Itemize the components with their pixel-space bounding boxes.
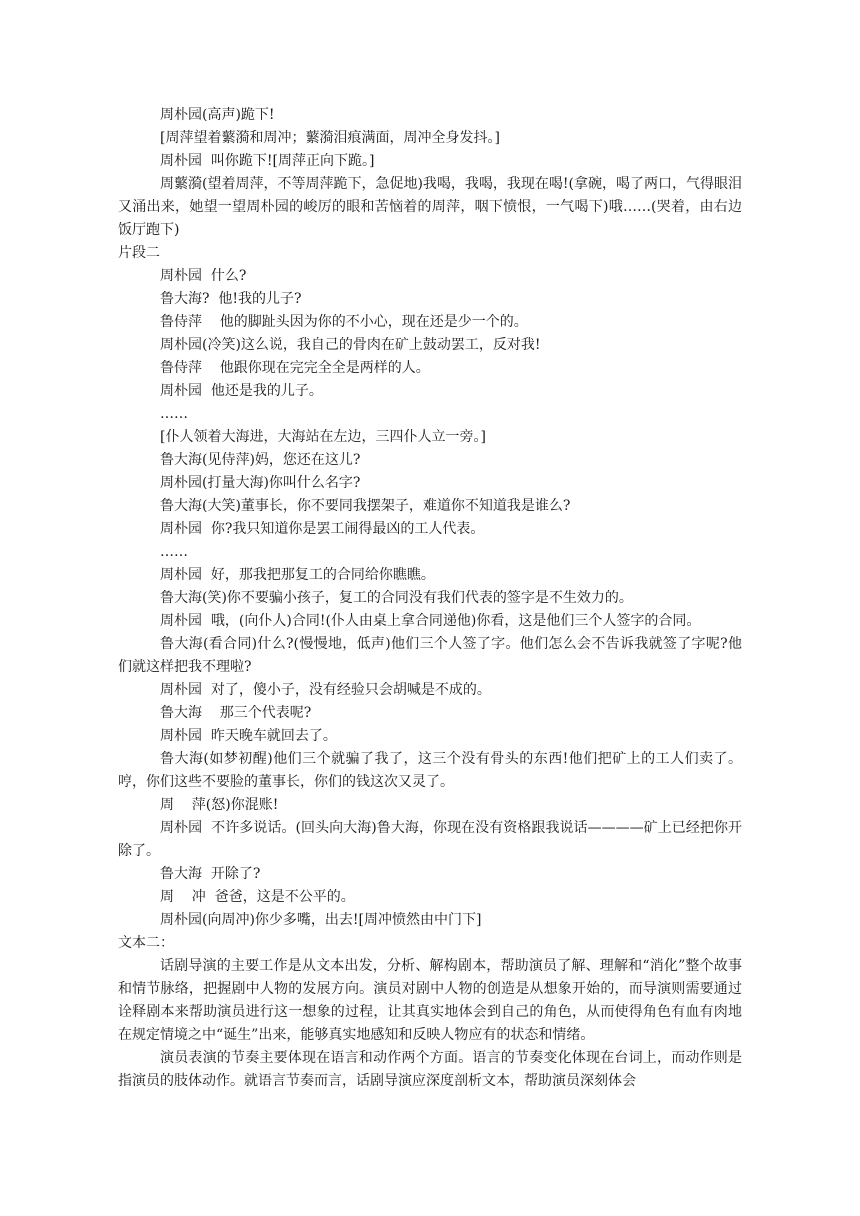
stage-line: 周朴园 什么? bbox=[160, 268, 247, 284]
stage-line: 周朴园(打量大海)你叫什么名字? bbox=[160, 475, 361, 491]
ellipsis: …… bbox=[160, 406, 188, 422]
stage-line: 周 萍(怒)你混账! bbox=[160, 797, 279, 813]
stage-line: 鲁大海(笑)你不要骗小孩子，复工的合同没有我们代表的签字是不生效力的。 bbox=[160, 590, 633, 606]
stage-line: 鲁大海(如梦初醒)他们三个就骗了我了，这三个没有骨头的东西!他们把矿上的工人们卖了。哼，你们这些不要脸的董事长，你们的钱这次又灵了。 bbox=[118, 751, 742, 790]
stage-line: 周蘩漪(望着周萍，不等周萍跪下，急促地)我喝，我喝，我现在喝!(拿碗，喝了两口，气得眼泪又涌出来，她望一望周朴园的峻厉的眼和苦恼着的周萍，咽下愤恨，一气喝下)哦……(哭着，由右边饭厅跑下) bbox=[118, 176, 743, 238]
stage-line: 周朴园 昨天晚车就回去了。 bbox=[160, 728, 337, 744]
stage-line: 鲁大海 那三个代表呢? bbox=[160, 705, 312, 721]
stage-direction: [仆人领着大海进，大海站在左边，三四仆人立一旁。] bbox=[160, 429, 486, 445]
stage-line: 周朴园 哦，(向仆人)合同!(仆人由桌上拿合同递他)你看，这是他们三个人签字的合同。 bbox=[160, 613, 701, 629]
stage-line: 周朴园 不许多说话。(回头向大海)鲁大海，你现在没有资格跟我说话————矿上已经把你开除了。 bbox=[118, 820, 742, 859]
stage-line: 鲁侍萍 他的脚趾头因为你的不小心，现在还是少一个的。 bbox=[160, 314, 528, 330]
stage-line: 周朴园 他还是我的儿子。 bbox=[160, 383, 323, 399]
body-paragraph: 演员表演的节奏主要体现在语言和动作两个方面。语言的节奏变化体现在台词上，而动作则是指演员的肢体动作。就语言节奏而言，话剧导演应深度剖析文本，帮助演员深刻体会 bbox=[118, 1050, 742, 1089]
stage-direction: [周萍望着蘩漪和周冲；蘩漪泪痕满面，周冲全身发抖。] bbox=[160, 130, 500, 146]
stage-line: 周朴园 你?我只知道你是罢工闹得最凶的工人代表。 bbox=[160, 521, 485, 537]
stage-line: 鲁大海(见侍萍)妈，您还在这儿? bbox=[160, 452, 361, 468]
stage-line: 鲁大海? 他!我的儿子? bbox=[160, 291, 302, 307]
body-paragraph: 话剧导演的主要工作是从文本出发，分析、解构剧本，帮助演员了解、理解和“消化”整个故事和情节脉络，把握剧中人物的发展方向。演员对剧中人物的创造是从想象开始的，而导演则需要通过诠释剧本来帮助演员进行这一想象的过程，让其真实地体会到自己的角色，从而使得角色有血有肉地在规定情境之中“诞生”出来，能够真实地感知和反映人物应有的状态和情绪。 bbox=[118, 958, 742, 1043]
stage-line: 周朴园 叫你跪下![周萍正向下跪。] bbox=[160, 153, 375, 169]
section-heading: 文本二： bbox=[118, 935, 174, 951]
stage-line: 鲁大海(大笑)董事长，你不要同我摆架子，难道你不知道我是谁么? bbox=[160, 498, 571, 514]
stage-line: 周朴园 对了，傻小子，没有经验只会胡喊是不成的。 bbox=[160, 682, 491, 698]
stage-line: 鲁大海 开除了? bbox=[160, 866, 261, 882]
stage-line: 周朴园(冷笑)这么说，我自己的骨肉在矿上鼓动罢工，反对我! bbox=[160, 337, 541, 353]
stage-line: 鲁大海(看合同)什么?(慢慢地，低声)他们三个人签了字。他们怎么会不告诉我就签了字呢?他们就这样把我不理啦? bbox=[118, 636, 742, 675]
stage-line: 周朴园(向周冲)你少多嘴，出去![周冲愤然由中门下] bbox=[160, 912, 482, 928]
stage-line: 周朴园(高声)跪下! bbox=[160, 107, 275, 123]
stage-line: 周 冲 爸爸，这是不公平的。 bbox=[160, 889, 355, 905]
stage-line: 鲁侍萍 他跟你现在完完全全是两样的人。 bbox=[160, 360, 430, 376]
ellipsis: …… bbox=[160, 544, 188, 560]
section-heading: 片段二 bbox=[118, 245, 160, 261]
stage-line: 周朴园 好，那我把那复工的合同给你瞧瞧。 bbox=[160, 567, 435, 583]
